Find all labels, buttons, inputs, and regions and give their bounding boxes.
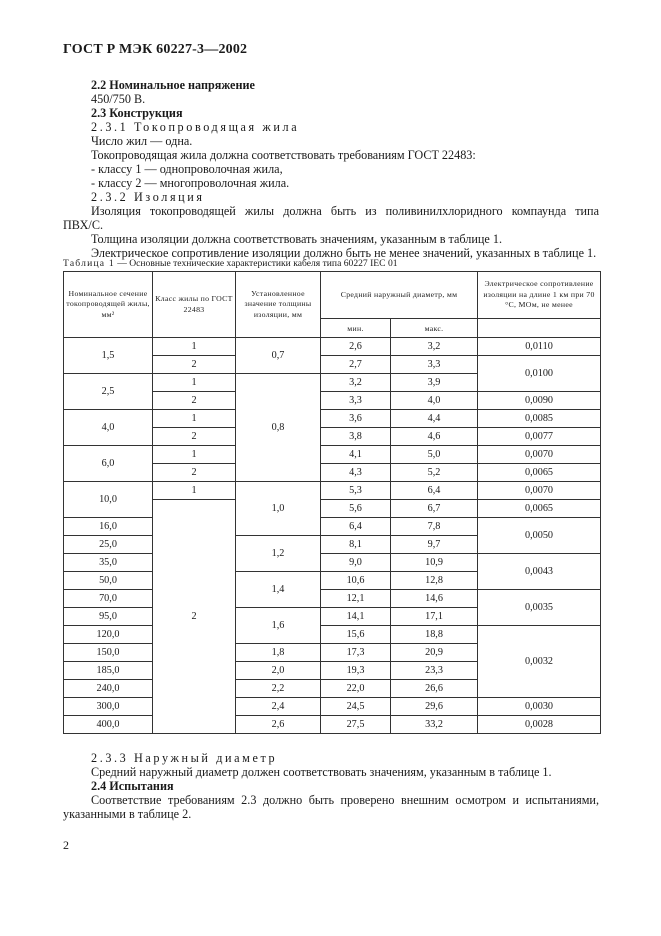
cell-max: 12,8 — [391, 572, 478, 590]
class2-text: - классу 2 — многопроволочная жила. — [91, 176, 290, 190]
cell-thickness: 1,2 — [236, 536, 321, 572]
section-2-4-heading: 2.4 Испытания — [91, 779, 174, 793]
cell-min: 3,2 — [321, 374, 391, 392]
cell-min: 4,1 — [321, 446, 391, 464]
cell-thickness: 2,0 — [236, 662, 321, 680]
cell-resistance: 0,0028 — [478, 716, 601, 734]
cores-count-text: Число жил — одна. — [91, 134, 193, 148]
header-thickness: Установленное значение толщины изоляции, мм — [236, 272, 321, 338]
header-class: Класс жилы по ГОСТ 22483 — [153, 272, 236, 338]
cell-thickness: 2,4 — [236, 698, 321, 716]
cell-section: 2,5 — [64, 374, 153, 410]
cell-resistance: 0,0065 — [478, 464, 601, 482]
cell-section: 10,0 — [64, 482, 153, 518]
cell-min: 5,3 — [321, 482, 391, 500]
cell-max: 6,7 — [391, 500, 478, 518]
section-2-3-2-heading: 2.3.2 Изоляция — [91, 190, 205, 204]
cell-max: 5,0 — [391, 446, 478, 464]
cell-section: 4,0 — [64, 410, 153, 446]
cell-class: 2 — [153, 464, 236, 482]
cell-max: 4,0 — [391, 392, 478, 410]
table-row — [64, 716, 601, 734]
cell-max: 29,6 — [391, 698, 478, 716]
cell-min: 15,6 — [321, 626, 391, 644]
cell-min: 27,5 — [321, 716, 391, 734]
header-min: мин. — [321, 319, 391, 338]
section-2-3-1-heading: 2.3.1 Токопроводящая жила — [91, 120, 300, 134]
conductor-requirement-text: Токопроводящая жила должна соответствовать требованиям ГОСТ 22483: — [91, 148, 476, 162]
class1-text: - классу 1 — однопроволочная жила, — [91, 162, 283, 176]
cell-min: 2,7 — [321, 356, 391, 374]
cell-min: 19,3 — [321, 662, 391, 680]
cell-max: 17,1 — [391, 608, 478, 626]
cell-min: 3,6 — [321, 410, 391, 428]
cell-max: 6,4 — [391, 482, 478, 500]
outer-diameter-text: Средний наружный диаметр должен соответствовать значениям, указанным в таблице 1. — [91, 765, 552, 779]
cell-max: 3,3 — [391, 356, 478, 374]
header-diameter: Средний наружный диаметр, мм — [321, 272, 478, 319]
table-row — [64, 338, 601, 356]
cell-max: 20,9 — [391, 644, 478, 662]
cell-max: 7,8 — [391, 518, 478, 536]
cell-resistance: 0,0065 — [478, 500, 601, 518]
cell-min: 9,0 — [321, 554, 391, 572]
cell-min: 4,3 — [321, 464, 391, 482]
tests-text: Соответствие требованиям 2.3 должно быть проверено внешним осмотром и испытаниями, — [91, 793, 599, 807]
cell-resistance: 0,0077 — [478, 428, 601, 446]
table-caption-text: — Основные технические характеристики кабеля типа 60227 IEC 01 — [114, 258, 398, 269]
table-caption-label: Таблица 1 — [63, 258, 115, 269]
table-row — [64, 554, 601, 572]
cell-thickness: 2,6 — [236, 716, 321, 734]
table-row — [64, 518, 601, 536]
cell-section: 95,0 — [64, 608, 153, 626]
section-2-2-heading: 2.2 Номинальное напряжение — [91, 78, 255, 92]
cell-thickness: 0,8 — [236, 374, 321, 482]
insulation-thickness-text: Толщина изоляции должна соответствовать значениям, указанным в таблице 1. — [91, 232, 503, 246]
table-row — [64, 698, 601, 716]
cell-resistance: 0,0110 — [478, 338, 601, 356]
page-number: 2 — [63, 838, 69, 852]
tests-text-cont: указанными в таблице 2. — [63, 807, 192, 821]
cell-section: 16,0 — [64, 518, 153, 536]
cell-section: 1,5 — [64, 338, 153, 374]
cell-max: 33,2 — [391, 716, 478, 734]
document-header: ГОСТ Р МЭК 60227-3—2002 — [63, 42, 248, 57]
cell-class: 1 — [153, 374, 236, 392]
cell-class: 2 — [153, 356, 236, 374]
cell-resistance: 0,0032 — [478, 626, 601, 698]
cell-class: 2 — [153, 428, 236, 446]
cell-thickness: 1,4 — [236, 572, 321, 608]
cell-thickness: 0,7 — [236, 338, 321, 374]
cell-max: 3,2 — [391, 338, 478, 356]
cell-min: 22,0 — [321, 680, 391, 698]
cell-thickness: 1,6 — [236, 608, 321, 644]
cell-section: 400,0 — [64, 716, 153, 734]
cell-max: 18,8 — [391, 626, 478, 644]
cell-section: 6,0 — [64, 446, 153, 482]
header-resistance: Электрическое сопротивление изоляции на длине 1 км при 70 °С, МОм, не менее — [478, 272, 601, 319]
cell-min: 2,6 — [321, 338, 391, 356]
section-2-3-heading: 2.3 Конструкция — [91, 106, 183, 120]
cell-max: 14,6 — [391, 590, 478, 608]
cell-min: 10,6 — [321, 572, 391, 590]
cell-section: 70,0 — [64, 590, 153, 608]
cell-max: 26,6 — [391, 680, 478, 698]
insulation-material-text: Изоляция токопроводящей жилы должна быть из поливинилхлоридного компаунда типа — [91, 204, 599, 218]
cell-section: 25,0 — [64, 536, 153, 554]
table-row — [64, 446, 601, 464]
table-row — [64, 626, 601, 644]
table-row — [64, 410, 601, 428]
rated-voltage-value: 450/750 В. — [91, 92, 146, 106]
cell-resistance: 0,0030 — [478, 698, 601, 716]
cell-class: 2 — [153, 392, 236, 410]
cell-resistance: 0,0085 — [478, 410, 601, 428]
cell-section: 300,0 — [64, 698, 153, 716]
cell-class: 1 — [153, 446, 236, 464]
header-resistance-blank — [478, 319, 601, 338]
cell-max: 3,9 — [391, 374, 478, 392]
table-row — [64, 482, 601, 500]
cell-section: 185,0 — [64, 662, 153, 680]
cell-resistance: 0,0050 — [478, 518, 601, 554]
cell-section: 120,0 — [64, 626, 153, 644]
cable-characteristics-table — [63, 271, 601, 734]
cell-min: 14,1 — [321, 608, 391, 626]
header-max: макс. — [391, 319, 478, 338]
cell-resistance: 0,0090 — [478, 392, 601, 410]
cell-thickness: 2,2 — [236, 680, 321, 698]
table-row — [64, 590, 601, 608]
insulation-resistance-text: Электрическое сопротивление изоляции должно быть не менее значений, указанных в таблице 1. — [91, 246, 597, 260]
cell-section: 50,0 — [64, 572, 153, 590]
cell-max: 5,2 — [391, 464, 478, 482]
cell-min: 12,1 — [321, 590, 391, 608]
cell-resistance: 0,0070 — [478, 482, 601, 500]
cell-class: 2 — [153, 500, 236, 734]
cell-min: 3,3 — [321, 392, 391, 410]
cell-section: 240,0 — [64, 680, 153, 698]
cell-resistance: 0,0100 — [478, 356, 601, 392]
cell-thickness: 1,8 — [236, 644, 321, 662]
cell-section: 35,0 — [64, 554, 153, 572]
cell-max: 4,6 — [391, 428, 478, 446]
cell-class: 1 — [153, 410, 236, 428]
cell-min: 6,4 — [321, 518, 391, 536]
cell-class: 1 — [153, 338, 236, 356]
cell-resistance: 0,0035 — [478, 590, 601, 626]
cell-section: 150,0 — [64, 644, 153, 662]
cell-max: 9,7 — [391, 536, 478, 554]
cell-thickness: 1,0 — [236, 482, 321, 536]
cell-min: 8,1 — [321, 536, 391, 554]
cell-min: 5,6 — [321, 500, 391, 518]
cell-class: 1 — [153, 482, 236, 500]
cell-min: 24,5 — [321, 698, 391, 716]
cell-resistance: 0,0070 — [478, 446, 601, 464]
cell-resistance: 0,0043 — [478, 554, 601, 590]
table-caption — [63, 258, 398, 269]
cell-min: 17,3 — [321, 644, 391, 662]
cell-max: 4,4 — [391, 410, 478, 428]
insulation-material-text-cont: ПВХ/С. — [63, 218, 103, 232]
cell-min: 3,8 — [321, 428, 391, 446]
header-section: Номинальное сечение токопроводящей жилы, мм² — [64, 272, 153, 338]
section-2-3-3-heading: 2.3.3 Наружный диаметр — [91, 751, 278, 765]
cell-max: 10,9 — [391, 554, 478, 572]
cell-max: 23,3 — [391, 662, 478, 680]
